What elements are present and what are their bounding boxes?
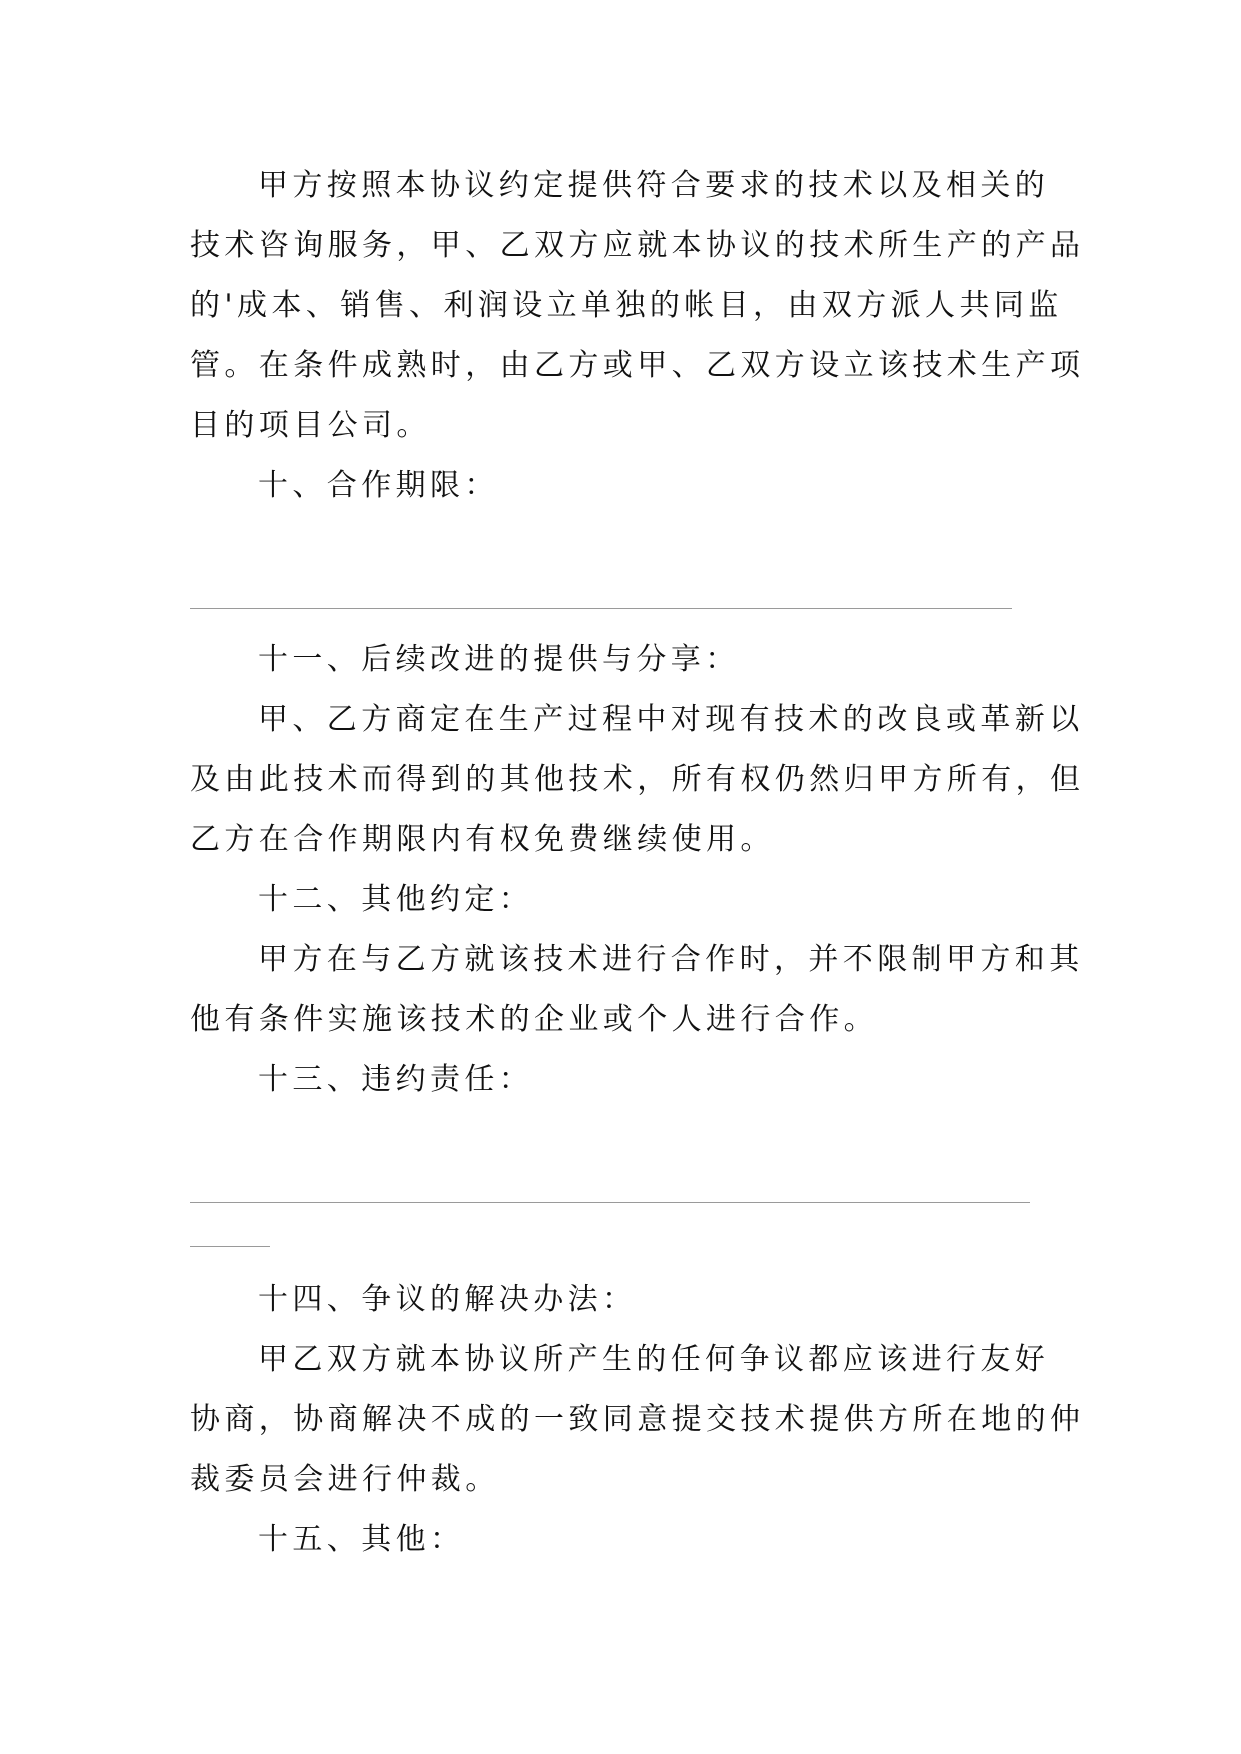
section-heading: 十、合作期限： <box>258 468 499 503</box>
section-heading: 十一、后续改进的提供与分享： <box>258 642 740 677</box>
paragraph-line: 甲、乙方商定在生产过程中对现有技术的改良或革新以 <box>258 702 1084 737</box>
section-heading: 十五、其他： <box>258 1522 465 1557</box>
paragraph-line: 的'成本、销售、利润设立单独的帐目，由双方派人共同监 <box>190 288 1063 323</box>
section-heading: 十三、违约责任： <box>258 1062 534 1097</box>
paragraph-line: 目的项目公司。 <box>190 408 431 443</box>
fill-in-line <box>190 1246 270 1247</box>
paragraph-line: 裁委员会进行仲裁。 <box>190 1462 500 1497</box>
paragraph-line: 甲方按照本协议约定提供符合要求的技术以及相关的 <box>258 168 1050 203</box>
paragraph-line: 他有条件实施该技术的企业或个人进行合作。 <box>190 1002 878 1037</box>
paragraph-line: 乙方在合作期限内有权免费继续使用。 <box>190 822 775 857</box>
paragraph-line: 甲乙双方就本协议所产生的任何争议都应该进行友好 <box>258 1342 1050 1377</box>
section-heading: 十二、其他约定： <box>258 882 534 917</box>
paragraph-line: 及由此技术而得到的其他技术，所有权仍然归甲方所有，但 <box>190 762 1085 797</box>
fill-in-line <box>190 608 1012 609</box>
paragraph-line: 技术咨询服务，甲、乙双方应就本协议的技术所生产的产品 <box>190 228 1085 263</box>
fill-in-line <box>190 1202 1030 1203</box>
paragraph-line: 管。在条件成熟时，由乙方或甲、乙双方设立该技术生产项 <box>190 348 1085 383</box>
paragraph-line: 协商，协商解决不成的一致同意提交技术提供方所在地的仲 <box>190 1402 1085 1437</box>
paragraph-line: 甲方在与乙方就该技术进行合作时，并不限制甲方和其 <box>258 942 1084 977</box>
section-heading: 十四、争议的解决办法： <box>258 1282 637 1317</box>
